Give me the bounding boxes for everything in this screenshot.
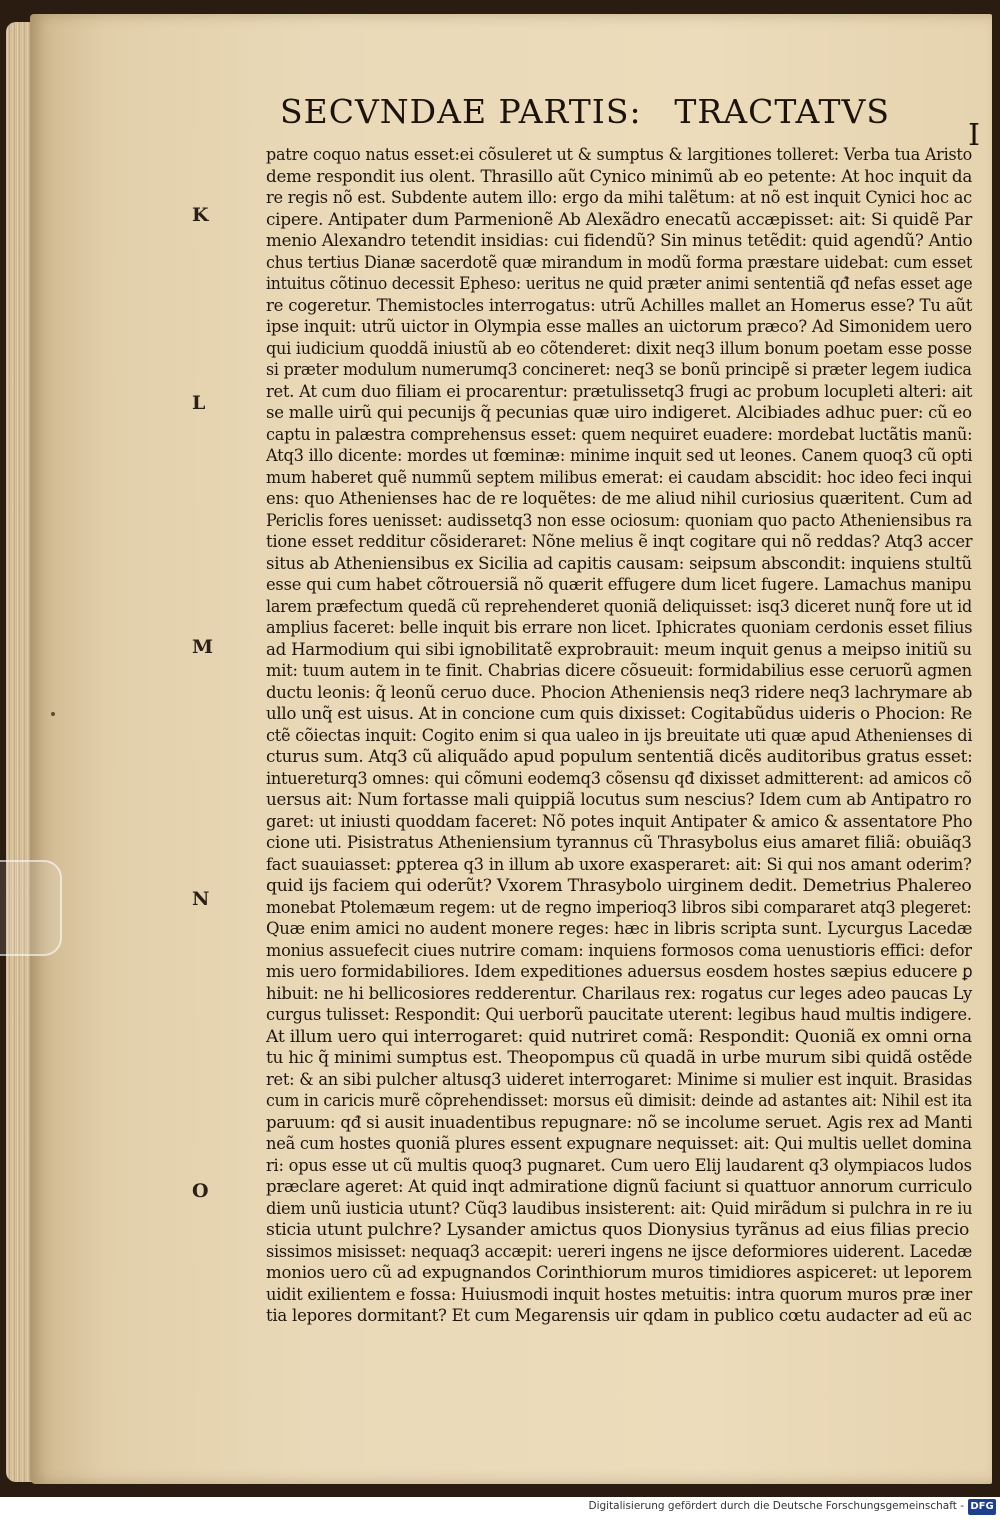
text-line: larem præfectum quedã cũ reprehenderet quoniã deliquisset: isq3 diceret nunq̃ fore ut id [266,596,972,617]
text-line: hibuit: ne hi bellicosiores redderentur. Charilaus rex: rogatus cur leges adeo paucas Ly [266,983,973,1004]
margin-letter: O [192,1180,209,1202]
text-line: situs ab Atheniensibus ex Sicilia ad capitis causam: seipsum abscondit: inquiens stultũ [266,553,972,574]
dfg-logo: DFG [968,1499,996,1515]
text-line: curgus tulisset: Respondit: Qui uerborũ paucitate uterent: legibus haud multis indigere. [266,1005,972,1025]
running-head-left: SECVNDAE PARTIS: [280,92,642,131]
margin-letter: M [192,636,214,658]
text-line: uersus ait: Num fortasse mali quippiã locutus sum nescius? Idem cum ab Antipatro ro [266,790,972,810]
text-line: intuereturq3 omnes: qui cõmuni eodemq3 cõsensu qđ dixisset admitterent: ad amicos cõ [266,768,972,789]
text-line: cione uti. Pisistratus Atheniensium tyrannus cũ Thrasybolus eius amaret filiã: obuiãq3 [266,833,972,853]
text-line: At illum uero qui interrogaret: quid nutriret comã: Respondit: Quoniã ex omni orna [266,1026,972,1047]
text-line: garet: ut iniusti quoddam faceret: Nõ potes inquit Antipater & amico & assentatore Pho [266,811,973,832]
body-text [266,145,972,1328]
text-line: Quæ enim amici no audent monere reges: hæc in libris scripta sunt. Lycurgus Lacedæ [266,919,973,939]
text-line: mum haberet quẽ nummũ septem milibus emerat: ei caudam abscidit: hoc ideo feci inqui [266,467,972,488]
margin-letter: K [192,204,209,226]
text-line: quid ijs faciem qui oderũt? Vxorem Thrasybolo uirginem dedit. Demetrius Phalereo [266,876,972,896]
text-line: tia lepores dormitant? Et cum Megarensis uir qdam in publico cœtu audacter ad eũ ac [266,1306,972,1326]
text-line: captu in palæstra comprehensus esset: quem nequiret euadere: mordebat luctãtis manũ: [266,424,973,445]
text-line: mit: tuum autem in te finit. Chabrias dicere cõsueuit: formidabilius esse ceruorũ agmen [266,661,972,681]
text-line: re regis nõ est. Subdente autem illo: ergo da mihi talẽtum: at nõ est inquit Cynici hoc ac [266,188,972,208]
text-line: præclare ageret: At quid inqt admiratione dignũ faciunt si quattuor annorum curriculo [266,1177,973,1197]
text-line: diem unũ iusticia utunt? Cũq3 laudibus insisterent: ait: Quid mirãdum si pulchra in re iu [266,1198,973,1219]
text-line: ctẽ cõiectas inquit: Cogito enim si qua ualeo in ijs breuitate uti quæ apud Athenienses di [266,725,973,746]
text-line: amplius faceret: belle inquit bis errare non licet. Iphicrates quoniam cerdonis esset filius [266,618,973,638]
text-line: monios uero cũ ad expugnandos Corinthiorum muros timidiores aspiceret: ut leporem [266,1263,972,1283]
text-line: monius assuefecit ciues nutrire comam: inquiens formosos coma uenustioris effici: defor [266,940,972,961]
footer-credit: Digitalisierung gefördert durch die Deutsche Forschungsgemeinschaft - [588,1500,964,1512]
margin-letter: L [192,392,206,414]
text-line: ret. At cum duo filiam ei procarentur: prætulissetq3 frugi ac probum locupleti alteri: ait [266,381,973,402]
text-line: ullo unq̃ est uisus. At in concione cum quis dixisset: Cogitabũdus uideris o Phocion: Re [266,704,972,724]
text-line: Periclis fores uenisset: audissetq3 non esse ociosum: quoniam quo pacto Atheniensibus ra [266,510,973,531]
text-line: uidit exilientem e fossa: Huiusmodi inquit hostes metuitis: intra quorum muros præ iner [266,1284,973,1305]
text-line: tu hic q̃ minimi sumptus est. Theopompus cũ quadã in urbe murum sibi quidã ostẽde [266,1048,973,1068]
paper-speck [51,712,55,716]
text-line: cipere. Antipater dum Parmenionẽ Ab Alexãdro enecatũ accæpisset: ait: Si quidẽ Par [266,209,973,230]
text-line: tione esset redditur cõsideraret: Nõne melius ẽ inqt cogitare qui nõ reddas? Atq3 accer [266,532,973,552]
footer-bar [0,1497,1000,1521]
text-line: menio Alexandro tetendit insidias: cui fidendũ? Sin minus tetẽdit: quid agendũ? Antio [266,231,973,251]
text-line: ri: opus esse ut cũ multis quoq3 pugnaret. Cum uero Elij laudarent q3 olympiacos ludos [266,1155,972,1176]
text-line: chus tertius Dianæ sacerdotẽ quæ mirandum in modũ forma præstare uidebat: cum esset [266,252,973,273]
text-line: ens: quo Athenienses hac de re loquẽtes: de me aliud nihil curiosius quæritent. Cum ad [266,489,973,509]
running-head-right: TRACTATVS [674,92,890,131]
folio-number: I [968,118,980,153]
text-line: ret: & an sibi pulcher altusq3 uideret interrogaret: Minime si mulier est inquit. Brasidas [266,1069,973,1090]
running-head [280,92,890,131]
text-line: ad Harmodium qui sibi ignobilitatẽ exprobrauit: meum inquit genus a meipso initiũ su [266,639,972,660]
text-line: sissimos misisset: nequaq3 accæpit: uereri ingens ne ijsce deformiores uiderent. Lacedæ [266,1241,973,1262]
text-line: Atq3 illo dicente: mordes ut fœminæ: minime inquit sed ut leones. Canem quoq3 cũ opti [266,446,973,466]
text-line: monebat Ptolemæum regem: ut de regno imperioq3 libros sibi compararet atq3 plegeret: [266,897,972,918]
text-line: intuitus cõtinuo decessit Epheso: ueritus ne quid præter animi sententiã qđ nefas esset age [266,274,973,294]
text-line: neã cum hostes quoniã plures essent expugnare nequisset: ait: Qui multis uellet domina [266,1134,972,1154]
text-line: mis uero formidabiliores. Idem expeditiones aduersus eosdem hostes sæpius educere ꝑ [266,962,973,982]
book-clip [0,860,62,956]
text-line: patre coquo natus esset:ei cõsuleret ut & sumptus & largitiones tolleret: Verba tua Aristo [266,145,973,165]
text-line: paruum: qđ si ausit inuadentibus repugnare: nõ se incolume seruet. Agis rex ad Manti [266,1112,973,1133]
text-line: deme respondit ius olent. Thrasillo aũt Cynico minimũ ab eo petente: At hoc inquit da [266,166,973,187]
text-line: si præter modulum numerumq3 concineret: neq3 se bonũ principẽ si præter legem iudica [266,360,972,380]
text-line: re cogeretur. Themistocles interrogatus: utrũ Achilles mallet an Homerus esse? Tu aũt [266,295,973,316]
text-line: cum in caricis murẽ cõprehendisset: morsus eũ dimisit: deinde ad astantes ait: Nihil est ita [266,1091,973,1111]
text-line: qui iudicium quoddã iniustũ ab eo cõtenderet: dixit neq3 illum bonum poetam esse posse [266,338,972,359]
text-line: sticia utunt pulchre? Lysander amictus quos Dionysius tyrãnus ad eius filias precio [266,1220,970,1240]
text-line: cturus sum. Atq3 cũ aliquãdo apud populum sententiã dicẽs auditoribus gratus esset: [266,747,973,767]
text-line: ductu leonis: q̃ leonũ ceruo duce. Phocion Atheniensis neq3 ridere neq3 lachrymare ab [266,682,973,703]
text-line: ipse inquit: utrũ uictor in Olympia esse malles an uictorum præco? Ad Simonidem uero [266,317,972,337]
text-line: esse qui cum habet cõtrouersiã nõ quærit effugere dum licet fugere. Lamachus manipu [266,575,972,595]
text-line: fact suauiasset: ꝑpterea q3 in illum ab uxore exasperaret: ait: Si qui nos amant oderim? [266,854,972,875]
margin-letter: N [192,888,210,910]
text-line: se malle uirũ qui pecunijs q̃ pecunias quæ uiro indigeret. Alcibiades adhuc puer: cũ eo [266,403,972,423]
